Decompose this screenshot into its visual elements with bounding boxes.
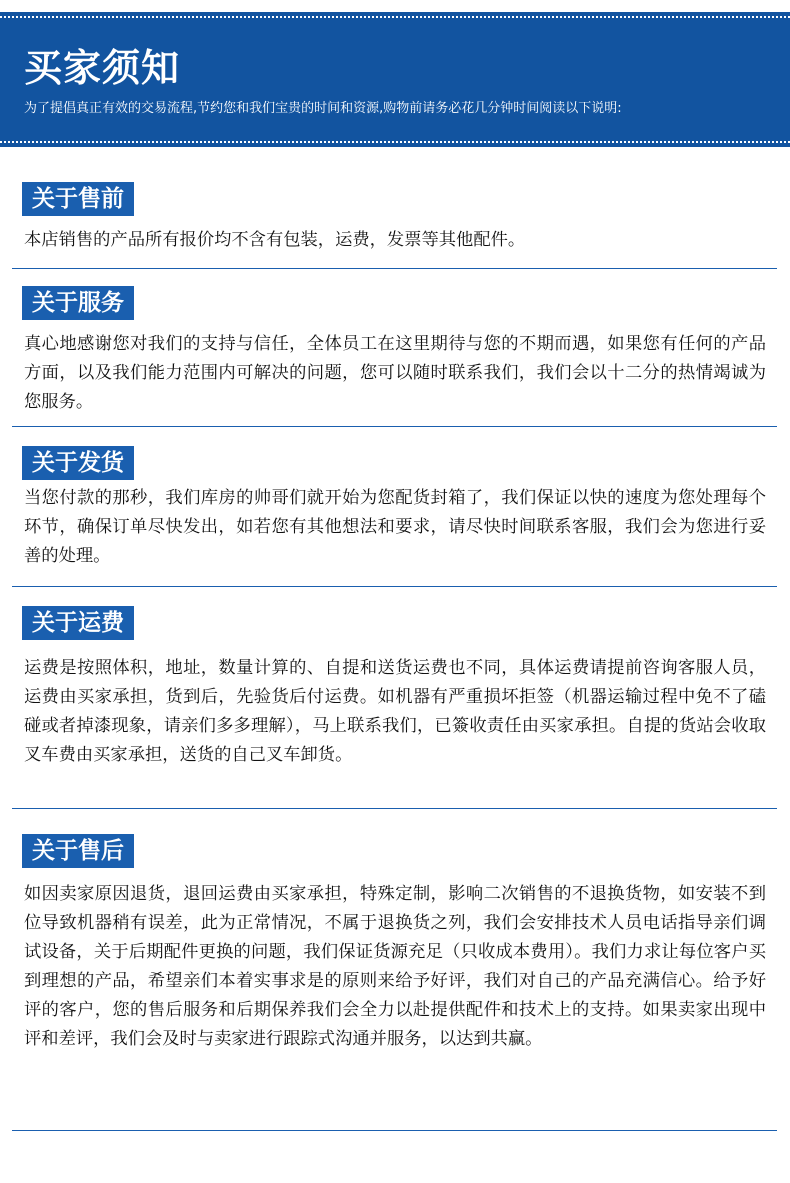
section-tag: 关于售后 [22, 834, 134, 868]
section-body: 当您付款的那秒，我们库房的帅哥们就开始为您配货封箱了，我们保证以快的速度为您处理每个环节，确保订单尽快发出，如若您有其他想法和要求，请尽快时间联系客服，我们会为您进行妥善的处理。 [24, 488, 766, 566]
divider [12, 808, 777, 809]
section-tag: 关于服务 [22, 286, 134, 320]
divider [12, 268, 777, 269]
section-tag: 关于售前 [22, 182, 134, 216]
section-body: 本店销售的产品所有报价均不含有包装，运费，发票等其他配件。 [24, 230, 526, 250]
dotted-border-bottom [0, 141, 790, 143]
divider [12, 1130, 777, 1131]
divider [12, 426, 777, 427]
section-body: 运费是按照体积，地址，数量计算的、自提和送货运费也不同，具体运费请提前咨询客服人员，运费由买家承担，货到后，先验货后付运费。如机器有严重损坏拒签（机器运输过程中免不了磕碰或者掉漆现象，请亲们多多理解），马上联系我们，已簽收责任由买家承担。自提的货站会收取叉车费由买家承担，送货的自己叉车卸货。 [24, 658, 766, 765]
page-title: 买家须知 [24, 46, 181, 90]
divider [12, 586, 777, 587]
section-tag: 关于运费 [22, 606, 134, 640]
page-subtitle: 为了提倡真正有效的交易流程,节约您和我们宝贵的时间和资源,购物前请务必花几分钟时间阅读以下说明: [24, 101, 622, 116]
section-body: 真心地感谢您对我们的支持与信任，全体员工在这里期待与您的不期而遇，如果您有任何的产品方面，以及我们能力范围内可解决的问题，您可以随时联系我们，我们会以十二分的热情竭诚为您服务。 [24, 334, 766, 412]
dotted-border-top [0, 16, 790, 18]
header-banner [0, 12, 790, 147]
section-tag: 关于发货 [22, 446, 134, 480]
section-body: 如因卖家原因退货，退回运费由买家承担，特殊定制，影响二次销售的不退换货物，如安装不到位导致机器稍有误差，此为正常情况，不属于退换货之列，我们会安排技术人员电话指导亲们调试设备，关于后期配件更换的问题，我们保证货源充足（只收成本费用）。我们力求让每位客户买到理想的产品，希望亲们本着实事求是的原则来给予好评，我们对自己的产品充满信心。给予好评的客户，您的售后服务和后期保养我们会全力以赴提供配件和技术上的支持。如果卖家出现中评和差评，我们会及时与卖家进行跟踪式沟通并服务，以达到共赢。 [24, 884, 766, 1049]
